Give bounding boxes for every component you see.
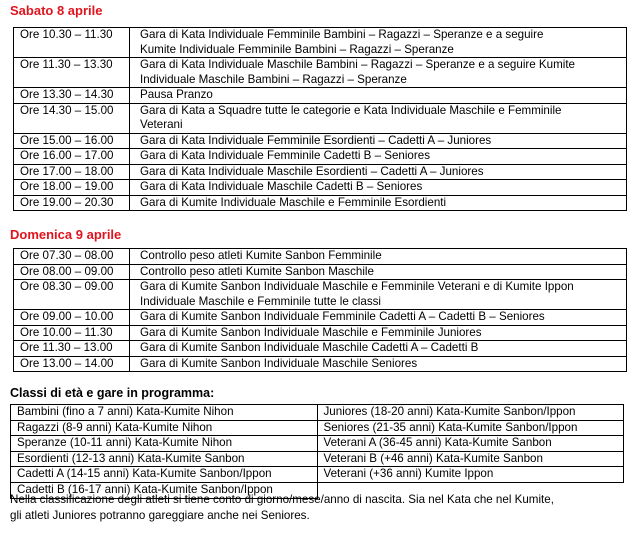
event-line: Gara di Kata Individuale Maschile Bambini – Ragazzi – Speranze e a seguire Kumite (140, 58, 576, 71)
categories-table (10, 404, 624, 499)
schedule-row (14, 249, 627, 265)
event-line: Gara di Kata Individuale Femminile Cadetti B – Seniores (140, 149, 430, 162)
category-cell: Veterani (+36 anni) Kumite Ippon (317, 467, 624, 483)
schedule-row (14, 103, 627, 133)
event-line: Gara di Kumite Sanbon Individuale Maschile e Femminile Juniores (140, 325, 482, 339)
event-line: Gara di Kumite Individuale Maschile e Femminile Esordienti (140, 195, 447, 209)
event-line: Controllo peso atleti Kumite Sanbon Maschile (140, 264, 374, 278)
time-cell: Ore 15.00 – 16.00 (14, 133, 130, 149)
note-paragraph (10, 492, 630, 524)
categories-title: Classi di età e gare in programma: (10, 386, 215, 400)
sunday-title: Domenica 9 aprile (10, 227, 122, 242)
schedule-row (14, 341, 627, 357)
category-cell: Bambini (fino a 7 anni) Kata-Kumite Nihon (11, 405, 318, 421)
event-cell (130, 325, 627, 341)
event-cell (130, 180, 627, 196)
schedule-row (14, 164, 627, 180)
event-line: Gara di Kata a Squadre tutte le categorie e Kata Individuale Maschile e Femminile (140, 103, 562, 117)
category-cell: Ragazzi (8-9 anni) Kata-Kumite Nihon (11, 420, 318, 436)
event-cell (130, 356, 627, 372)
event-cell (130, 249, 627, 265)
schedule-row (14, 325, 627, 341)
event-cell (130, 103, 627, 133)
category-cell: Seniores (21-35 anni) Kata-Kumite Sanbon/Ippon (317, 420, 624, 436)
sunday-schedule-table (13, 248, 627, 372)
event-line: Gara di Kumite Sanbon Individuale Maschile Cadetti A – Cadetti B (140, 341, 479, 354)
event-line: Gara di Kata Individuale Maschile Esordienti – Cadetti A – Juniores (140, 164, 484, 178)
event-cell (130, 280, 627, 310)
schedule-row (14, 58, 627, 88)
category-row (11, 467, 624, 483)
time-cell: Ore 14.30 – 15.00 (14, 103, 130, 133)
event-cell (130, 58, 627, 88)
category-cell: Speranze (10-11 anni) Kata-Kumite Nihon (11, 436, 318, 452)
time-cell: Ore 13.00 – 14.00 (14, 356, 130, 372)
event-cell (130, 310, 627, 326)
category-cell: Esordienti (12-13 anni) Kata-Kumite Sanbon (11, 451, 318, 467)
event-line: Controllo peso atleti Kumite Sanbon Femminile (140, 249, 382, 262)
time-cell: Ore 16.00 – 17.00 (14, 149, 130, 165)
category-cell: Veterani A (36-45 anni) Kata-Kumite Sanbon (317, 436, 624, 452)
event-cell (130, 133, 627, 149)
event-line: Gara di Kumite Sanbon Individuale Maschile Seniores (140, 356, 418, 370)
event-cell (130, 149, 627, 165)
event-line: Veterani (140, 118, 183, 131)
event-cell (130, 341, 627, 357)
schedule-row (14, 310, 627, 326)
schedule-row (14, 356, 627, 372)
event-cell (130, 28, 627, 58)
category-cell: Cadetti A (14-15 anni) Kata-Kumite Sanbon/Ippon (11, 467, 318, 483)
event-line: Gara di Kata Individuale Femminile Bambini – Ragazzi – Speranze e a seguire (140, 28, 544, 41)
time-cell: Ore 11.30 – 13.00 (14, 341, 130, 357)
time-cell: Ore 09.00 – 10.00 (14, 310, 130, 326)
time-cell: Ore 11.30 – 13.30 (14, 58, 130, 88)
event-cell (130, 88, 627, 104)
event-line: Pausa Pranzo (140, 88, 213, 101)
event-line: Individuale Maschile e Femminile tutte le classi (140, 294, 381, 308)
category-row (11, 405, 624, 421)
time-cell: Ore 13.30 – 14.30 (14, 88, 130, 104)
schedule-row (14, 195, 627, 211)
category-row (11, 451, 624, 467)
time-cell: Ore 10.30 – 11.30 (14, 28, 130, 58)
saturday-schedule-table (13, 27, 627, 211)
event-cell (130, 195, 627, 211)
event-line: Kumite Individuale Femminile Bambini – Ragazzi – Speranze (140, 42, 454, 56)
schedule-row (14, 180, 627, 196)
event-line: Gara di Kata Individuale Maschile Cadetti B – Seniores (140, 180, 423, 193)
event-cell (130, 264, 627, 280)
time-cell: Ore 18.00 – 19.00 (14, 180, 130, 196)
event-line: Gara di Kata Individuale Femminile Esordienti – Cadetti A – Juniores (140, 133, 492, 147)
note-line: Nella classificazione degli atleti si tiene conto di giorno/mese/anno di nascita. Sia nel Kata che nel Kumite, (10, 493, 554, 506)
event-line: Individuale Maschile Bambini – Ragazzi – Speranze (140, 72, 407, 86)
time-cell: Ore 10.00 – 11.30 (14, 325, 130, 341)
event-line: Gara di Kumite Sanbon Individuale Maschile e Femminile Veterani e di Kumite Ippon (140, 280, 574, 293)
category-row (11, 436, 624, 452)
schedule-row (14, 264, 627, 280)
category-row (11, 420, 624, 436)
note-line: gli atleti Juniores potranno gareggiare anche nei Seniores. (10, 509, 310, 522)
saturday-title: Sabato 8 aprile (10, 3, 103, 18)
time-cell: Ore 07.30 – 08.00 (14, 249, 130, 265)
time-cell: Ore 17.00 – 18.00 (14, 164, 130, 180)
time-cell: Ore 19.00 – 20.30 (14, 195, 130, 211)
event-line: Gara di Kumite Sanbon Individuale Femminile Cadetti A – Cadetti B – Seniores (140, 310, 545, 323)
category-cell: Juniores (18-20 anni) Kata-Kumite Sanbon/Ippon (317, 405, 624, 421)
schedule-row (14, 149, 627, 165)
event-cell (130, 164, 627, 180)
schedule-row (14, 133, 627, 149)
schedule-row (14, 28, 627, 58)
time-cell: Ore 08.30 – 09.00 (14, 280, 130, 310)
schedule-row (14, 280, 627, 310)
schedule-row (14, 88, 627, 104)
time-cell: Ore 08.00 – 09.00 (14, 264, 130, 280)
category-cell: Veterani B (+46 anni) Kata-Kumite Sanbon (317, 451, 624, 467)
category-cell: Cadetti B (16-17 anni) Kata-Kumite Sanbon/Ippon (11, 482, 318, 498)
